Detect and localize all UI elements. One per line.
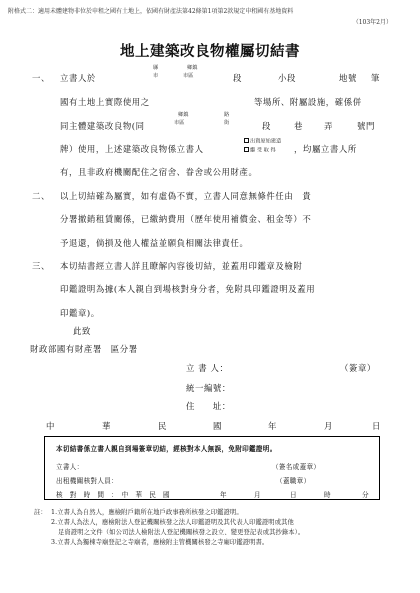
item-1-line-4a: 牌）使用，上述建築改良物係立書人 bbox=[60, 144, 204, 154]
district-label-bottom: 市區 bbox=[183, 73, 194, 79]
item-1-line-4b: ，均屬立書人所 bbox=[294, 144, 357, 154]
street-label-top: 鄉鎮 bbox=[178, 112, 189, 118]
verify-signer-label: 立書人： bbox=[56, 463, 84, 471]
form-date: （103年2月） bbox=[352, 19, 392, 26]
verify-signer-note: （簽名或蓋章） bbox=[272, 463, 321, 471]
option-inherited[interactable]: 繼 受 取 得 bbox=[244, 147, 276, 154]
lane-label: 巷 bbox=[294, 121, 303, 131]
county-label-bottom: 市 bbox=[153, 73, 159, 79]
checkbox-icon bbox=[244, 147, 249, 152]
signer-label: 立 書 人： bbox=[186, 363, 229, 373]
id-number-label: 統一編號： bbox=[186, 383, 231, 393]
road-label-top: 路 bbox=[224, 112, 230, 118]
verify-time-year: 年 bbox=[220, 491, 227, 499]
date-char-hua: 華 bbox=[102, 421, 111, 431]
note-1: 1.立書人為自然人，應檢附戶籍所在地戶政事務所核發之印鑑證明。 bbox=[51, 509, 243, 516]
lot-label: 地號 bbox=[339, 73, 357, 83]
form-header-text: 附格式二：適用未體建物非位於申租之國有土地上，依國有財產法第42條第1項第2款規定申租國有基地資料 bbox=[8, 8, 294, 15]
district-label-top: 鄉鎮 bbox=[187, 65, 198, 71]
date-char-zhong: 中 bbox=[46, 421, 55, 431]
subsection-label: 小段 bbox=[278, 73, 296, 83]
number-label: 號門 bbox=[357, 121, 375, 131]
section-label: 段 bbox=[233, 73, 242, 83]
note-2a: 2.立書人為法人，應檢附法人登記機關核發之法人印鑑證明及其代表人印鑑證明或其他 bbox=[51, 519, 294, 526]
date-month: 月 bbox=[324, 421, 333, 431]
item-2-number: 二、 bbox=[32, 191, 50, 201]
notes-prefix: 註： bbox=[34, 509, 47, 516]
verify-time-label: 核 對 時 間 ： 中 華 民 國 bbox=[56, 491, 170, 499]
page-title: 地上建築改良物權屬切結書 bbox=[120, 43, 300, 60]
road-label-bottom: 街 bbox=[224, 120, 230, 126]
note-3: 3.立書人為獨棟寺廟登記之寺廟者，應檢附主管機關核發之寺廟印鑑證明書。 bbox=[51, 539, 269, 546]
recipient: 財政部國有財產署 區分署 bbox=[30, 344, 138, 354]
item-3-line-3: 印鑑章)。 bbox=[60, 308, 100, 318]
verify-officer-note: （蓋職章） bbox=[276, 477, 311, 485]
verify-time-minute: 分 bbox=[362, 491, 369, 499]
item-1-line-5: 有，且非政府機關配住之宿舍、眷舍或公用財產。 bbox=[60, 167, 258, 177]
verification-heading: 本切結書係立書人親自到場簽章切結，經核對本人無誤，免附印鑑證明。 bbox=[56, 445, 277, 453]
pen-label: 筆 bbox=[371, 73, 380, 83]
date-char-guo: 國 bbox=[213, 421, 222, 431]
duan-label: 段 bbox=[262, 121, 271, 131]
item-1-start: 立書人於 bbox=[60, 73, 96, 83]
address-label: 住 址： bbox=[186, 401, 231, 411]
item-3-line-2: 印鑑證明為據(本人親自到場核對身分者，免附具印鑑證明及蓋用 bbox=[60, 284, 316, 294]
verify-officer-label: 出租機關核對人員： bbox=[56, 477, 119, 485]
verify-time-month: 月 bbox=[254, 491, 261, 499]
item-1-line-2b: 等場所、附屬設施，確係併 bbox=[254, 97, 362, 107]
alley-label: 弄 bbox=[324, 121, 333, 131]
county-label-top: 縣 bbox=[153, 65, 159, 71]
street-label-bottom: 市區 bbox=[174, 120, 185, 126]
date-char-min: 民 bbox=[158, 421, 167, 431]
item-2-line-2: 分署撤銷租賃關係，已繳納費用（歷年使用補償金、租金等）不 bbox=[60, 214, 312, 224]
item-3-line-1: 本切結書經立書人詳且瞭解內容後切結，並蓋用印鑑章及檢附 bbox=[60, 261, 303, 271]
date-day: 日 bbox=[372, 421, 381, 431]
item-2-line-1: 以上切結確為屬實，如有虛偽不實，立書人同意無條件任由 貴 bbox=[60, 191, 312, 201]
verify-time-day: 日 bbox=[290, 491, 297, 499]
closing-phrase: 此致 bbox=[73, 326, 91, 336]
checkbox-icon bbox=[244, 138, 249, 143]
item-2-line-3: 予退還，倘損及他人權益並願負相關法律責任。 bbox=[60, 238, 249, 248]
seal-label: （簽章） bbox=[340, 363, 376, 373]
date-year: 年 bbox=[268, 421, 277, 431]
verify-time-hour: 時 bbox=[324, 491, 331, 499]
item-1-line-2a: 國有土地上實際使用之 bbox=[60, 97, 150, 107]
option-original-build[interactable]: 出資原始建造 bbox=[244, 138, 281, 145]
item-1-line-3a: 同主體建築改良物(同 bbox=[60, 121, 145, 131]
item-1-number: 一、 bbox=[32, 73, 50, 83]
item-3-number: 三、 bbox=[32, 261, 50, 271]
note-2b: 足資證明之文件（如公司法人檢附法人登記機關核發之設立、變更登記表或其抄錄本）。 bbox=[58, 529, 305, 536]
